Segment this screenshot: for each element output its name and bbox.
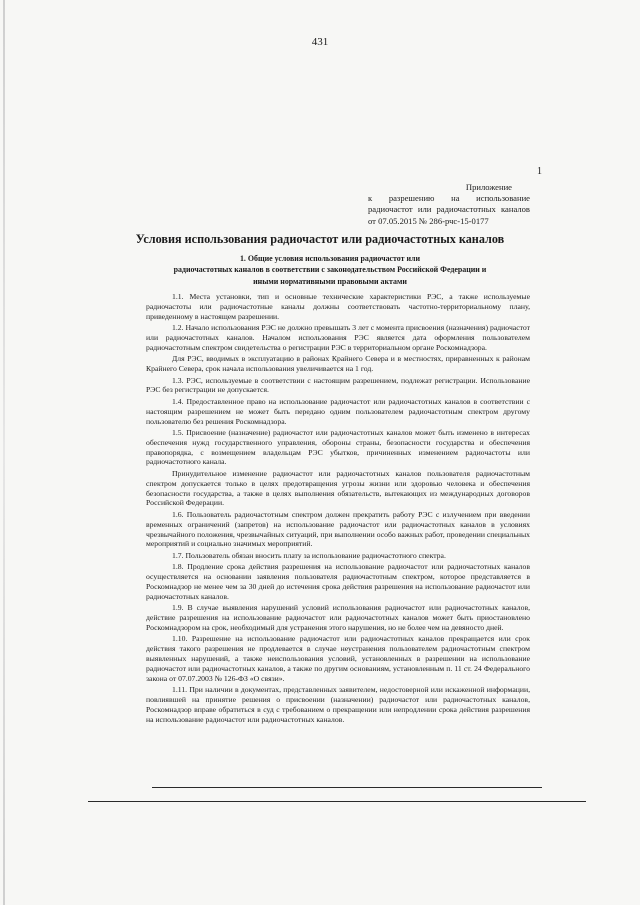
paragraph-1-10: 1.10. Разрешение на использование радиочастот или радиочастотных каналов прекращается или срок действия такого разрешения не продлевается в случае неустранения пользователем радиочастотным спектром выявленных нарушений, а также неиспользования условий, установленных в разрешении на использование радиочастот или радиочастотных каналов, а также по другим основаниям, установленным п. 11 ст. 24 Федерального закона от 07.07.2003 № 126-ФЗ «О связи». xyxy=(146,634,530,683)
paragraph-1-2-note: Для РЭС, вводимых в эксплуатацию в районах Крайнего Севера и в местностях, приравненных к районам Крайнего Севера, срок начала использования увеличивается на 1 год. xyxy=(146,354,530,374)
section-heading-line: 1. Общие условия использования радиочастот или xyxy=(239,254,421,263)
paragraph-1-5-note: Принудительное изменение радиочастот или радиочастотных каналов пользователя радиочастотным спектром допускается только в целях предотвращения угрозы жизни или здоровью человека и обеспечения безопасности государства, а также в целях выполнения обязательств, вытекающих из международных договоров Российской Федерации. xyxy=(146,468,530,508)
paragraph-1-4: 1.4. Предоставленное право на использование радиочастот или радиочастотных каналов в соответствии с настоящим разрешением не может быть передано одним пользователем радиочастотным спектром другому пользователю без решения Роскомнадзора. xyxy=(146,396,530,426)
appendix-ref-line: радиочастот или радиочастотных каналов xyxy=(368,204,530,215)
section-heading-line: радиочастотных каналов в соответствии с законодательством Российской Федерации и xyxy=(173,265,487,275)
paragraph-1-8: 1.8. Продление срока действия разрешения на использование радиочастот или радиочастотных каналов осуществляется на основании заявления пользователя радиочастотным спектром, которое представляется в Роскомнадзор не менее чем за 30 дней до истечения срока действия разрешения на использование радиочастот или радиочастотных каналов. xyxy=(146,562,530,601)
section-heading xyxy=(140,253,520,287)
footer-rule xyxy=(88,801,586,802)
appendix-label: Приложение xyxy=(465,182,512,192)
footer-rule xyxy=(152,787,542,788)
document-body xyxy=(146,292,530,726)
document-title: Условия использования радиочастот или радиочастотных каналов xyxy=(135,232,505,246)
paragraph-1-5: 1.5. Присвоение (назначение) радиочастот или радиочастотных каналов может быть изменено в интересах обеспечения нужд государственного управления, обороны страны, безопасности государства и обеспечения правопорядка, с возмещением владельцам РЭС убытков, причиненных изменением радиочастоты или радиочастотного канала. xyxy=(146,427,530,467)
appendix-number: 1 xyxy=(537,166,542,177)
section-heading-line: иными нормативными правовыми актами xyxy=(253,276,407,286)
appendix-permit-id: от 07.05.2015 № 286-рчс-15-0177 xyxy=(368,215,489,226)
page-number: 431 xyxy=(311,36,329,48)
paragraph-1-1: 1.1. Места установки, тип и основные технические характеристики РЭС, а также используемые радиочастоты или радиочастотные каналы должны соответствовать частотно-территориальному плану, приведенному в настоящем разрешении. xyxy=(146,292,530,321)
paragraph-1-9: 1.9. В случае выявления нарушений условий использования радиочастот или радиочастотных каналов, действие разрешения на использование радиочастот или радиочастотных каналов может быть приостановлено Роскомнадзором на срок, необходимый для устранения этого нарушения, но не более чем на девяносто дней. xyxy=(146,603,530,632)
appendix-ref-line: к разрешению на использование xyxy=(368,193,530,204)
paragraph-1-6: 1.6. Пользователь радиочастотным спектром должен прекратить работу РЭС с излучением при введении временных ограничений (запретов) на использование радиочастот или радиочастотных каналов в условиях чрезвычайного положения, чрезвычайных ситуаций, при выполнении особо важных работ, проведении специальных мероприятий и социально значимых мероприятий. xyxy=(146,509,530,549)
paragraph-1-7: 1.7. Пользователь обязан вносить плату за использование радиочастотного спектра. xyxy=(172,550,446,560)
paragraph-1-11: 1.11. При наличии в документах, представленных заявителем, недостоверной или искаженной информации, повлиявшей на принятие решения о присвоении (назначении) радиочастот или радиочастотных каналов, Роскомнадзор вправе обратиться в суд с требованием о прекращении или непродлении срока действия разрешения на использование радиочастот или радиочастотных каналов. xyxy=(146,685,530,724)
appendix-header xyxy=(368,182,530,227)
paragraph-1-2: 1.2. Начало использования РЭС не должно превышать 3 лет с момента присвоения (назначения) радиочастот или радиочастотных каналов. Началом использования РЭС является дата оформления пользователем радиочастотным спектром свидетельства о регистрации РЭС в территориальном органе Роскомнадзора. xyxy=(146,323,530,352)
paragraph-1-3: 1.3. РЭС, используемые в соответствии с настоящим разрешением, подлежат регистрации. Использование РЭС без регистрации не допускается. xyxy=(146,375,530,395)
scan-edge xyxy=(3,0,5,905)
